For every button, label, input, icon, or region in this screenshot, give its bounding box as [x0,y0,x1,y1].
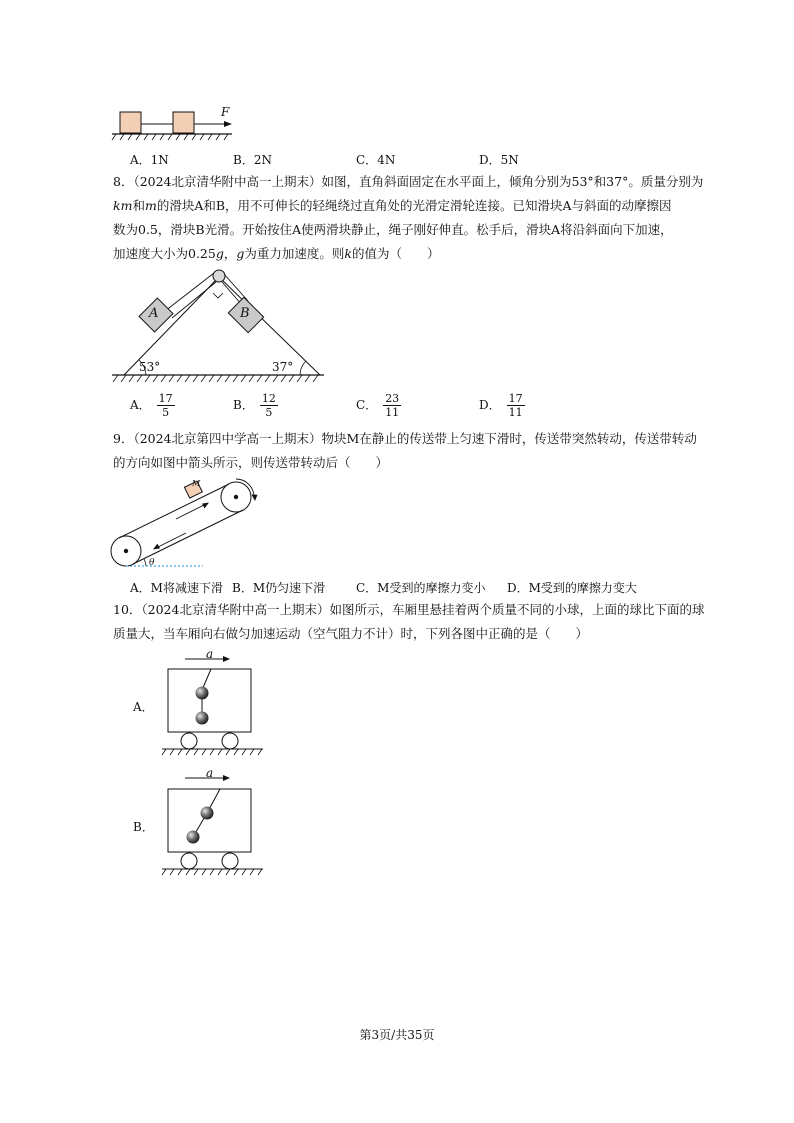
accel-a-label-2: a [206,766,214,780]
angle-53-label: 53° [139,360,161,374]
ball-upper [201,807,214,820]
q10-option-b-diagram[interactable] [160,767,265,877]
force-label: F [221,105,230,119]
car-body [168,669,251,732]
ball-upper [196,687,209,700]
q7-option-c[interactable]: C．4N [356,153,396,167]
block-right [173,112,194,133]
block-b-label: B [240,306,250,321]
pulley [213,270,225,282]
q9-line-1: 9．（2024北京第四中学高一上期末）物块M在静止的传送带上匀速下滑时，传送带突然转动，传送带转动 [113,431,697,446]
block-m-label: M [192,479,201,488]
q9-option-b[interactable]: B．M仍匀速下滑 [232,581,326,595]
page-footer: 第3页/共35页 [359,1028,435,1042]
q8-option-a[interactable]: A． $\frac{17}{5}$ [130,392,173,419]
accel-a-label-1: a [206,647,214,661]
block-left [120,112,141,133]
q9-line-2: 的方向如图中箭头所示，则传送带转动后（ ） [113,455,389,470]
q8-option-d[interactable]: D． $\frac{17}{11}$ [479,392,523,419]
ball-lower [196,712,209,725]
wheel-left [181,733,197,749]
q10-line-1: 10．（2024北京清华附中高一上期末）如图所示，车厢里悬挂着两个质量不同的小球，上面的球比下面的球 [113,602,705,617]
q7-option-d[interactable]: D．5N [479,153,519,167]
wheel-right [222,853,238,869]
q8-var-km: km [113,198,133,213]
q9-option-a[interactable]: A．M将减速下滑 [130,581,223,595]
q7-option-b[interactable]: B．2N [233,153,272,167]
q8-var-m: m [144,198,157,213]
q8-line-2: km和m的滑块A和B，用不可伸长的轻绳绕过直角处的光滑定滑轮连接。已知滑块A与斜面的动摩擦因 [113,198,672,213]
wheel-right [222,733,238,749]
q10-option-a-label[interactable]: A． [133,700,154,714]
ball-lower [187,831,200,844]
q9-question [113,427,697,475]
q9-option-c[interactable]: C．M受到的摩擦力变小 [356,581,486,595]
q8-line-4: 加速度大小为0.25g，g为重力加速度。则k的值为（ ） [113,246,440,261]
q8-option-c[interactable]: C． $\frac{23}{11}$ [356,392,400,419]
q9-option-d[interactable]: D．M受到的摩擦力变大 [507,581,637,595]
q8-question [113,170,704,266]
q10-option-a-diagram[interactable] [160,648,265,758]
theta-label: θ [149,558,155,568]
car-body [168,789,251,852]
q9-conveyor-diagram [108,475,268,570]
q8-line-1: 8．（2024北京清华附中高一上期末）如图，直角斜面固定在水平面上，倾角分别为53°和37°。质量分别为 [113,174,704,189]
q8-line-3: 数为0.5，滑块B光滑。开始按住A使两滑块静止，绳子刚好伸直。松手后，滑块A将沿斜面向下加速， [113,222,673,237]
q10-option-b-label[interactable]: B． [133,820,154,834]
q8-option-b[interactable]: B． $\frac{12}{5}$ [233,392,276,419]
q10-line-2: 质量大，当车厢向右做匀加速运动（空气阻力不计）时，下列各图中正确的是（ ） [113,626,589,641]
block-a-label: A [149,306,159,321]
q7-option-a[interactable]: A．1N [130,153,169,167]
wheel-left [181,853,197,869]
q10-question [113,598,705,646]
angle-37-label: 37° [272,360,294,374]
